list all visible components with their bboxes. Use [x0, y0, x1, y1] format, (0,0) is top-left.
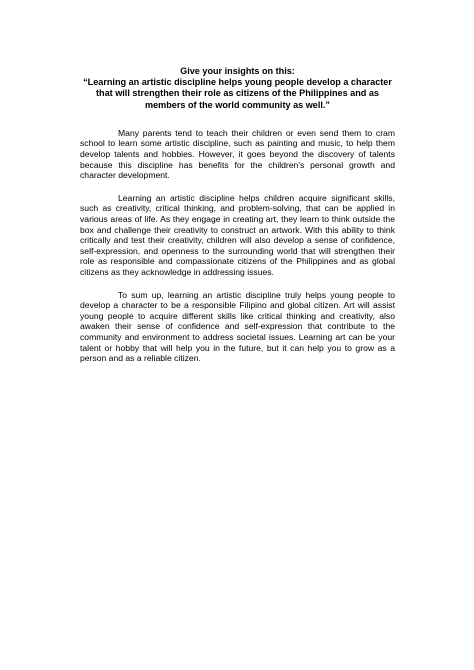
prompt-quote: “Learning an artistic discipline helps young people develop a character that will strengthen their role as citizens of the Philippines and as members of the world community as well.”: [83, 77, 392, 110]
paragraph-3: To sum up, learning an artistic discipline truly helps young people to develop a character to be a responsible Filipino and global citizen. Art will assist young people to acquire different skills like critical thinking and creativity, also awaken their sense of confidence and self-expression that contribute to the community and environment to address societal issues. Learning art can be your talent or hobby that will help you in the future, but it can help you to grow as a person and as a reliable citizen.: [80, 289, 395, 364]
prompt-instruction: Give your insights on this:: [180, 66, 295, 76]
document-body: [80, 66, 395, 376]
prompt-heading: [80, 66, 395, 111]
paragraph-2: Learning an artistic discipline helps children acquire significant skills, such as creativity, critical thinking, and problem-solving, that can be applied in various areas of life. As they engage in creating art, they learn to think outside the box and challenge their creativity to construct an artwork. With this ability to think critically and test their creativity, children will also develop a sense of confidence, self-expression, and openness to the surrounding world that will strengthen their role as responsible and compassionate citizens of the Philippines and as global citizens as they acknowledge in addressing issues.: [80, 192, 395, 277]
paragraph-1: Many parents tend to teach their children or even send them to cram school to learn some artistic discipline, such as painting and music, to help them develop talents and hobbies. However, it goes beyond the discovery of talents because this discipline has benefits for the children's personal growth and character development.: [80, 127, 395, 181]
